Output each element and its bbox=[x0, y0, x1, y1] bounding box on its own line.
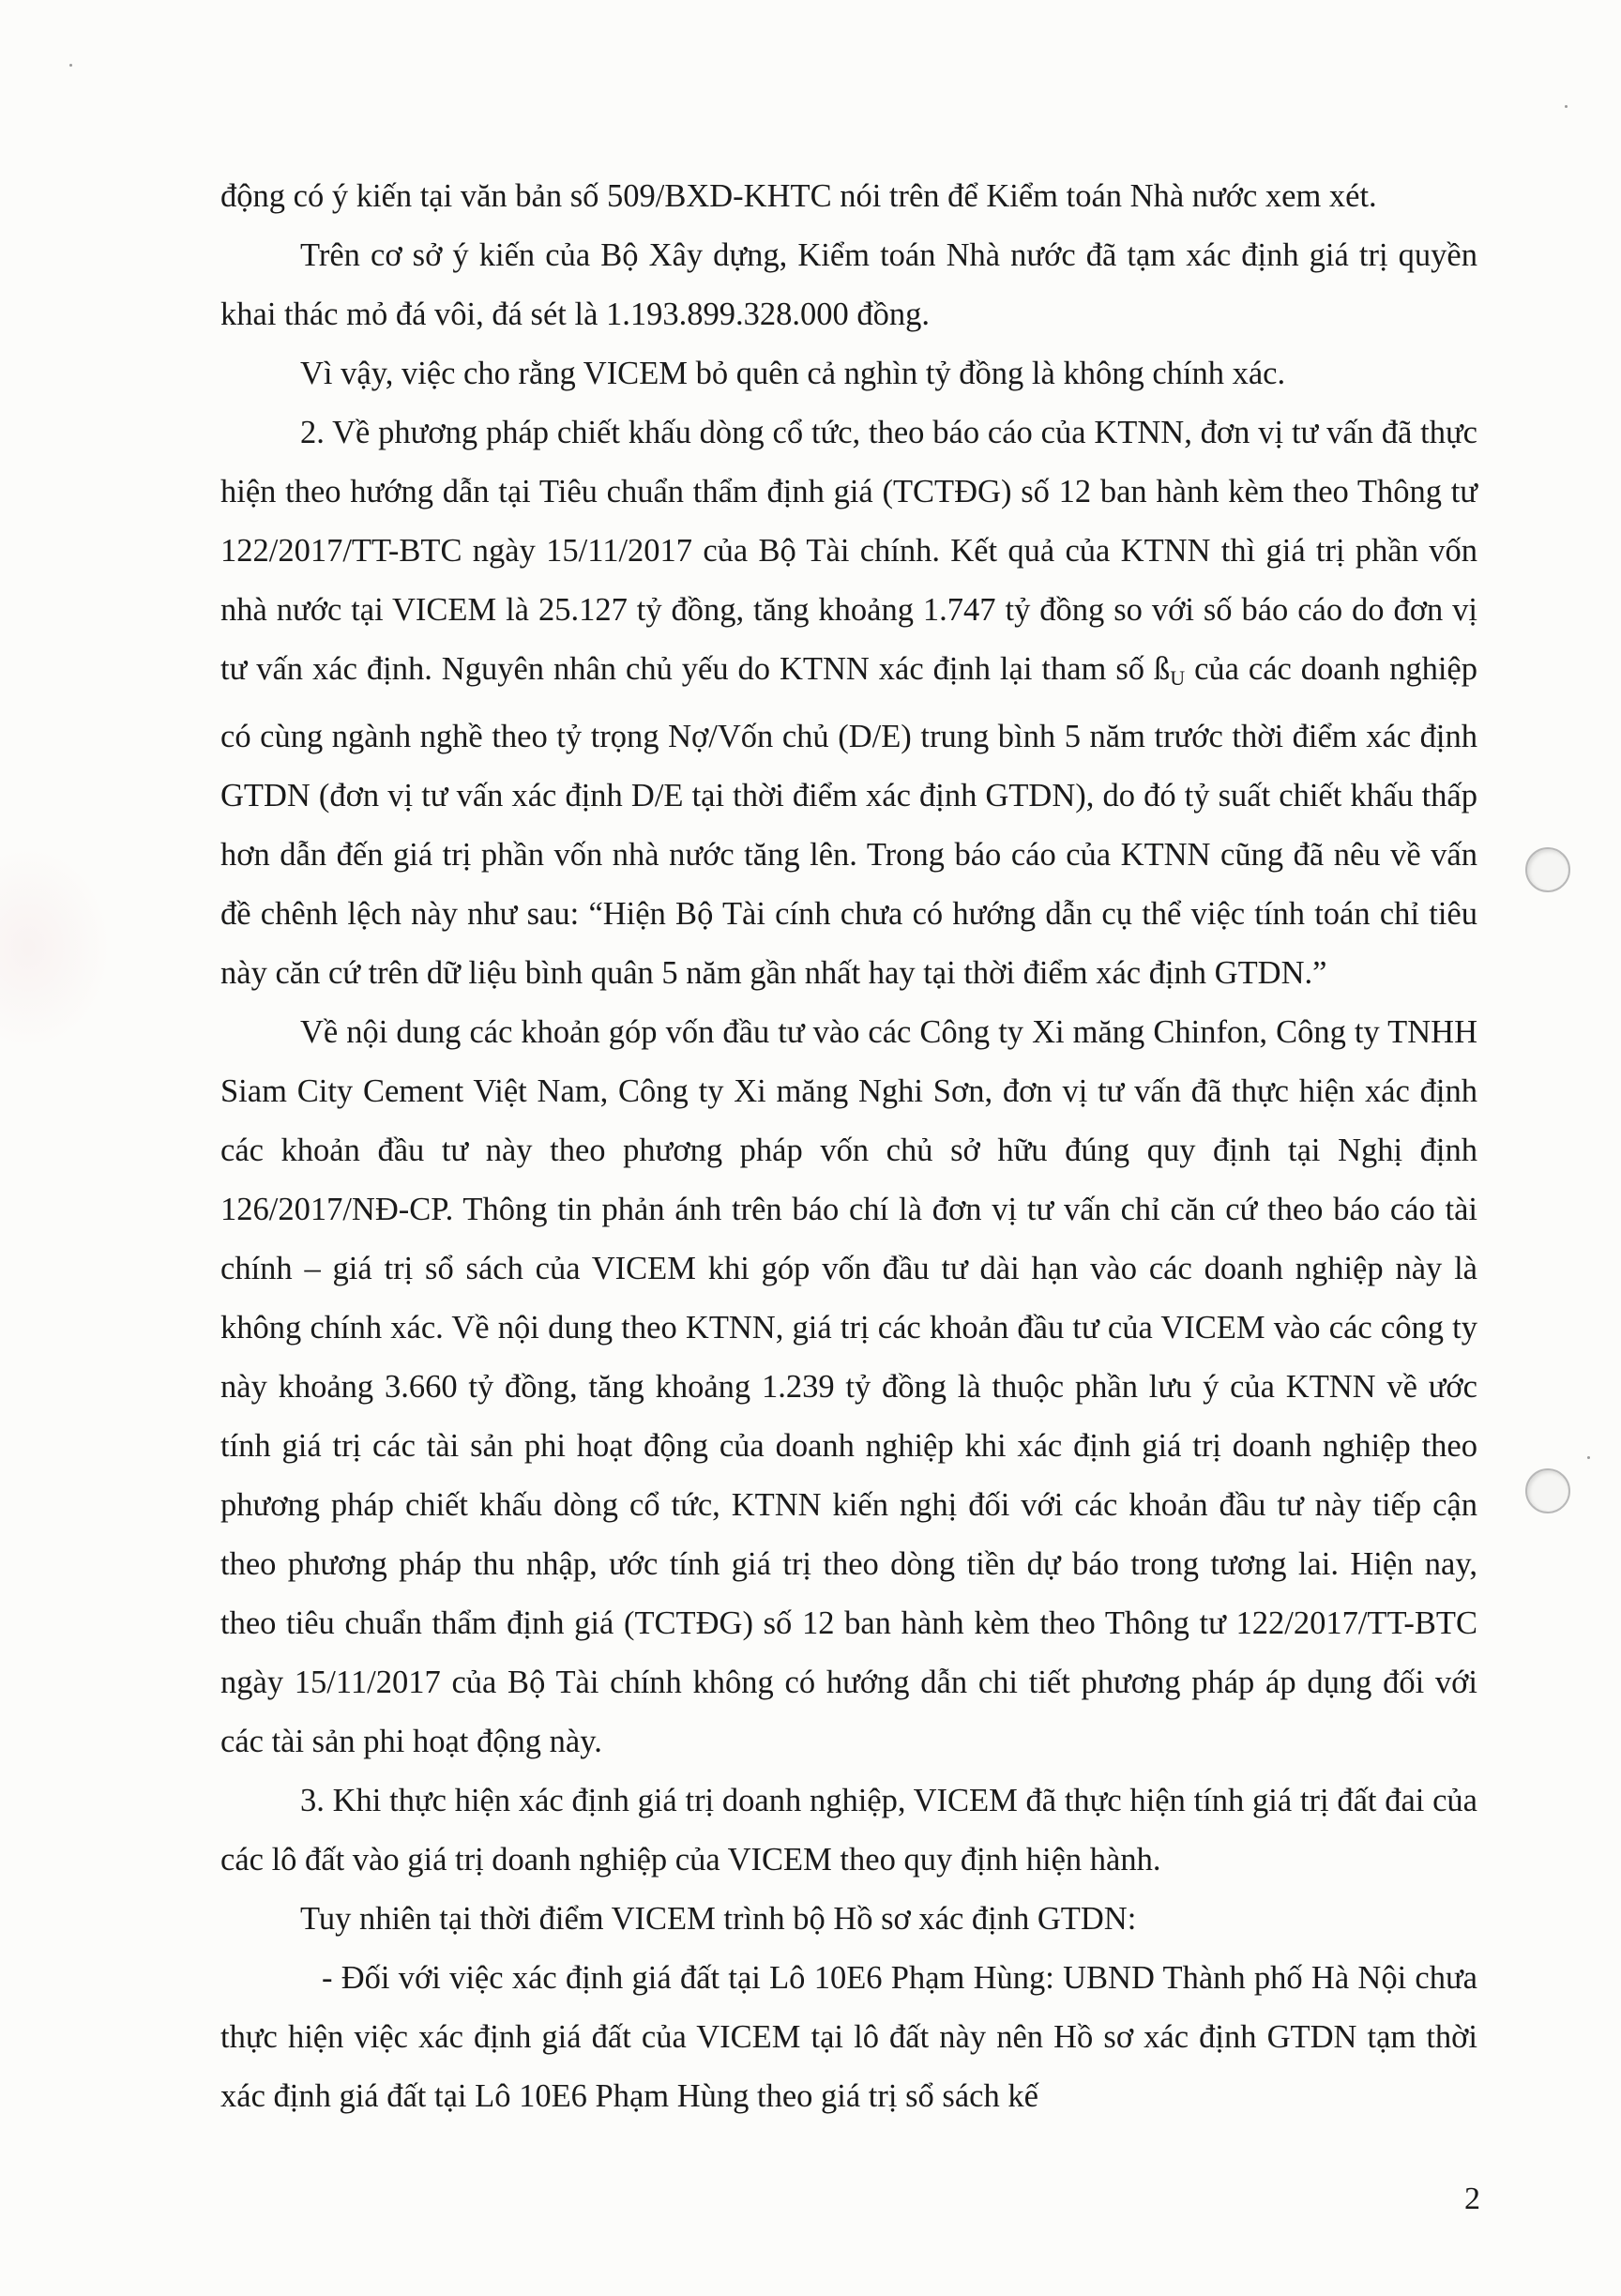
faded-stamp-mark bbox=[0, 844, 113, 1051]
scan-speck bbox=[1565, 105, 1568, 108]
paragraph-investments: Về nội dung các khoản góp vốn đầu tư vào các Công ty Xi măng Chinfon, Công ty TNHH Siam City Cement Việt Nam, Công ty Xi măng Nghi Sơn, đơn vị tư vấn đã thực hiện xác định các khoản đầu tư này theo phương pháp vốn chủ sở hữu đúng quy định tại Nghị định 126/2017/NĐ-CP. Thông tin phản ánh trên báo chí là đơn vị tư vấn chỉ căn cứ theo báo cáo tài chính – giá trị sổ sách của VICEM khi góp vốn đầu tư dài hạn vào các doanh nghiệp này là không chính xác. Về nội dung theo KTNN, giá trị các khoản đầu tư của VICEM vào các công ty này khoảng 3.660 tỷ đồng, tăng khoảng 1.239 tỷ đồng là thuộc phần lưu ý của KTNN về ước tính giá trị các tài sản phi hoạt động của doanh nghiệp khi xác định giá trị doanh nghiệp theo phương pháp chiết khấu dòng cổ tức, KTNN kiến nghị đối với các khoản đầu tư này tiếp cận theo phương pháp thu nhập, ước tính giá trị theo dòng tiền dự báo trong tương lai. Hiện nay, theo tiêu chuẩn thẩm định giá (TCTĐG) số 12 ban hành kèm theo Thông tư 122/2017/TT-BTC ngày 15/11/2017 của Bộ Tài chính không có hướng dẫn chi tiết phương pháp áp dụng đối với các tài sản phi hoạt động này. bbox=[220, 1014, 1477, 1759]
paragraph-continuation: động có ý kiến tại văn bản số 509/BXD-KHTC nói trên để Kiểm toán Nhà nước xem xét. bbox=[220, 178, 1377, 214]
paragraph-land-valuation: 3. Khi thực hiện xác định giá trị doanh nghiệp, VICEM đã thực hiện tính giá trị đất đai của các lô đất vào giá trị doanh nghiệp của VICEM theo quy định hiện hành. bbox=[220, 1783, 1477, 1878]
paragraph-conclusion: Vì vậy, việc cho rằng VICEM bỏ quên cả nghìn tỷ đồng là không chính xác. bbox=[300, 356, 1286, 391]
punch-hole-icon bbox=[1525, 847, 1570, 892]
scan-speck bbox=[69, 64, 72, 67]
beta-text-after: của các doanh nghiệp có cùng ngành nghề theo tỷ trọng Nợ/Vốn chủ (D/E) trung bình 5 năm trước thời điểm xác định GTDN (đơn vị tư vấn xác định D/E tại thời điểm xác định GTDN), do đó tỷ suất chiết khấu thấp hơn dẫn đến giá trị phần vốn nhà nước tăng lên. Trong báo cáo của KTNN cũng đã nêu về vấn đề chênh lệch này như sau: “Hiện Bộ Tài cính chưa có hướng dẫn cụ thể việc tính toán chỉ tiêu này căn cứ trên dữ liệu bình quân 5 năm gần nhất hay tại thời điểm xác định GTDN.” bbox=[220, 651, 1477, 991]
beta-text-before: 2. Về phương pháp chiết khấu dòng cổ tức, theo báo cáo của KTNN, đơn vị tư vấn đã thực hiện theo hướng dẫn tại Tiêu chuẩn thẩm định giá (TCTĐG) số 12 ban hành kèm theo Thông tư 122/2017/TT-BTC ngày 15/11/2017 của Bộ Tài chính. Kết quả của KTNN thì giá trị phần vốn nhà nước tại VICEM là 25.127 tỷ đồng, tăng khoảng 1.747 tỷ đồng so với số báo cáo do đơn vị tư vấn xác định. Nguyên nhân chủ yếu do KTNN xác định lại tham số ß bbox=[220, 415, 1477, 687]
paragraph-submission-time: Tuy nhiên tại thời điểm VICEM trình bộ Hồ sơ xác định GTDN: bbox=[300, 1901, 1137, 1937]
page-number: 2 bbox=[1464, 2182, 1480, 2216]
paragraph-mining-rights-value: Trên cơ sở ý kiến của Bộ Xây dựng, Kiểm toán Nhà nước đã tạm xác định giá trị quyền khai thác mỏ đá vôi, đá sét là 1.193.899.328.000 đồng. bbox=[220, 237, 1477, 332]
paragraph-dividend-discount-method bbox=[220, 403, 1477, 1003]
scan-speck bbox=[1587, 1456, 1590, 1459]
punch-hole-icon bbox=[1525, 1468, 1570, 1513]
beta-subscript: U bbox=[1170, 666, 1186, 690]
paragraph-lot-10e6: - Đối với việc xác định giá đất tại Lô 10E6 Phạm Hùng: UBND Thành phố Hà Nội chưa thực hiện việc xác định giá đất của VICEM tại lô đất này nên Hồ sơ xác định GTDN tạm thời xác định giá đất tại Lô 10E6 Phạm Hùng theo giá trị sổ sách kế bbox=[220, 1960, 1477, 2114]
body-text bbox=[220, 167, 1477, 2126]
